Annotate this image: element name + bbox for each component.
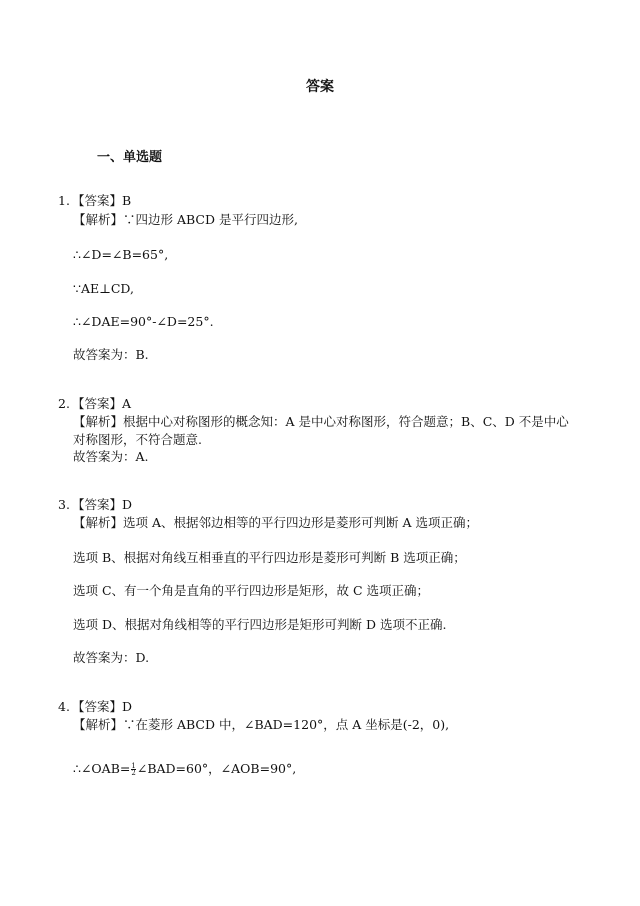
explanation-line: 选项 D、根据对角线相等的平行四边形是矩形可判断 D 选项不正确. xyxy=(73,617,447,632)
explanation-line: ∴∠DAE=90°-∠D=25°. xyxy=(73,314,214,329)
explanation-line: 故答案为：A. xyxy=(73,449,149,464)
explanation-line: 【解析】根据中心对称图形的概念知：A 是中心对称图形，符合题意；B、C、D 不是中心 xyxy=(73,414,569,429)
answer-label: 【答案】D xyxy=(71,497,132,512)
question-number: 2. xyxy=(58,396,70,411)
explanation-line: ∵AE⊥CD, xyxy=(73,281,134,296)
fraction-denominator: 2 xyxy=(131,769,136,777)
fraction-numerator: 1 xyxy=(131,762,136,770)
fraction-prefix: ∴∠OAB= xyxy=(73,761,131,776)
explanation-line: 故答案为：D. xyxy=(73,650,150,665)
question-4-answer xyxy=(58,699,132,715)
explanation-line: 对称图形，不符合题意. xyxy=(73,432,202,447)
explanation-line: 【解析】选项 A、根据邻边相等的平行四边形是菱形可判断 A 选项正确； xyxy=(73,515,478,530)
question-2-answer xyxy=(58,396,131,412)
section-heading: 一、单选题 xyxy=(97,150,163,165)
explanation-line: 【解析】∵四边形 ABCD 是平行四边形, xyxy=(73,212,298,227)
explanation-line: ∴∠D=∠B=65°, xyxy=(73,247,169,262)
explanation-line: 选项 C、有一个角是直角的平行四边形是矩形，故 C 选项正确； xyxy=(73,583,430,598)
answer-label: 【答案】D xyxy=(71,699,132,714)
question-number: 4. xyxy=(58,699,70,714)
question-3-answer xyxy=(58,497,132,513)
answer-label: 【答案】B xyxy=(71,193,132,208)
question-number: 3. xyxy=(58,497,70,512)
explanation-line: 选项 B、根据对角线互相垂直的平行四边形是菱形可判断 B 选项正确； xyxy=(73,550,466,565)
fraction-one-half xyxy=(131,763,135,776)
explanation-line: 故答案为：B. xyxy=(73,347,149,362)
question-1-answer xyxy=(58,193,131,209)
page-title: 答案 xyxy=(306,79,334,95)
explanation-line-fraction xyxy=(73,761,296,777)
answer-label: 【答案】A xyxy=(71,396,131,411)
fraction-suffix: ∠BAD=60°，∠AOB=90°, xyxy=(136,761,297,776)
question-number: 1. xyxy=(58,193,70,208)
explanation-line: 【解析】∵在菱形 ABCD 中，∠BAD=120°，点 A 坐标是(-2，0), xyxy=(73,717,450,732)
